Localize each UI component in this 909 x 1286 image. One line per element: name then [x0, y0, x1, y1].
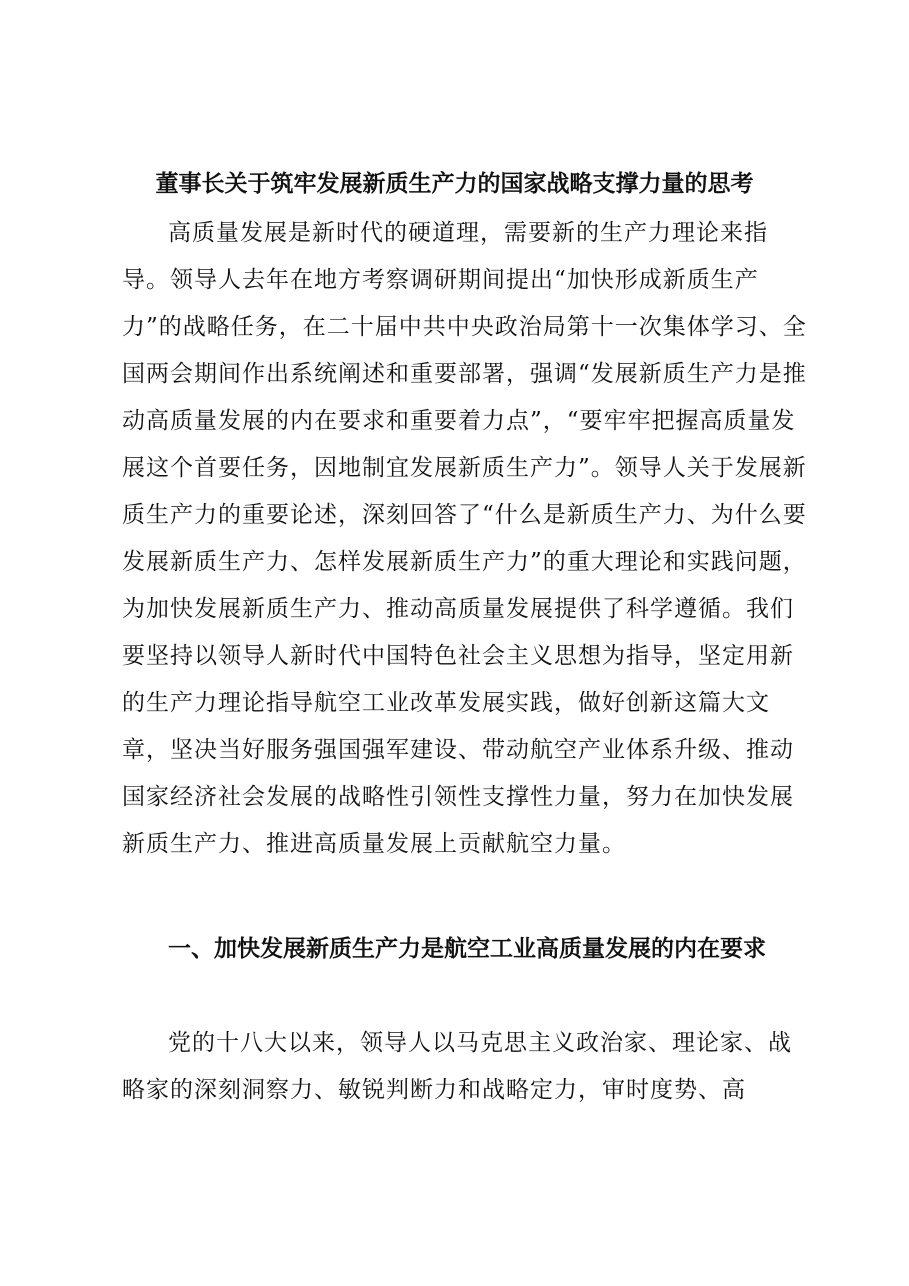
document-title: 董事长关于筑牢发展新质生产力的国家战略支撑力量的思考: [155, 170, 754, 197]
body-paragraph-2: 党的十八大以来，领导人以马克思主义政治家、理论家、战略家的深刻洞察力、敏锐判断力和战略定力，审时度势、高: [122, 1030, 792, 1103]
section-heading-1: 一、加快发展新质生产力是航空工业高质量发展的内在要求: [168, 936, 766, 962]
body-paragraph-1: 高质量发展是新时代的硬道理，需要新的生产力理论来指导。领导人去年在地方考察调研期间提出“加快形成新质生产力”的战略任务，在二十届中共中央政治局第十一次集体学习、全国两会期间作出系统阐述和重要部署，强调“发展新质生产力是推动高质量发展的内在要求和重要着力点”，“要牢牢把握高质量发展这个首要任务，因地制宜发展新质生产力”。领导人关于发展新质生产力的重要论述，深刻回答了“什么是新质生产力、为什么要发展新质生产力、怎样发展新质生产力”的重大理论和实践问题，为加快发展新质生产力、推动高质量发展提供了科学遵循。我们要坚持以领导人新时代中国特色社会主义思想为指导，坚定用新的生产力理论指导航空工业改革发展实践，做好创新这篇大文章，坚决当好服务强国强军建设、带动航空产业体系升级、推动国家经济社会发展的战略性引领性支撑性力量，努力在加快发展新质生产力、推进高质量发展上贡献航空力量。: [122, 220, 807, 857]
